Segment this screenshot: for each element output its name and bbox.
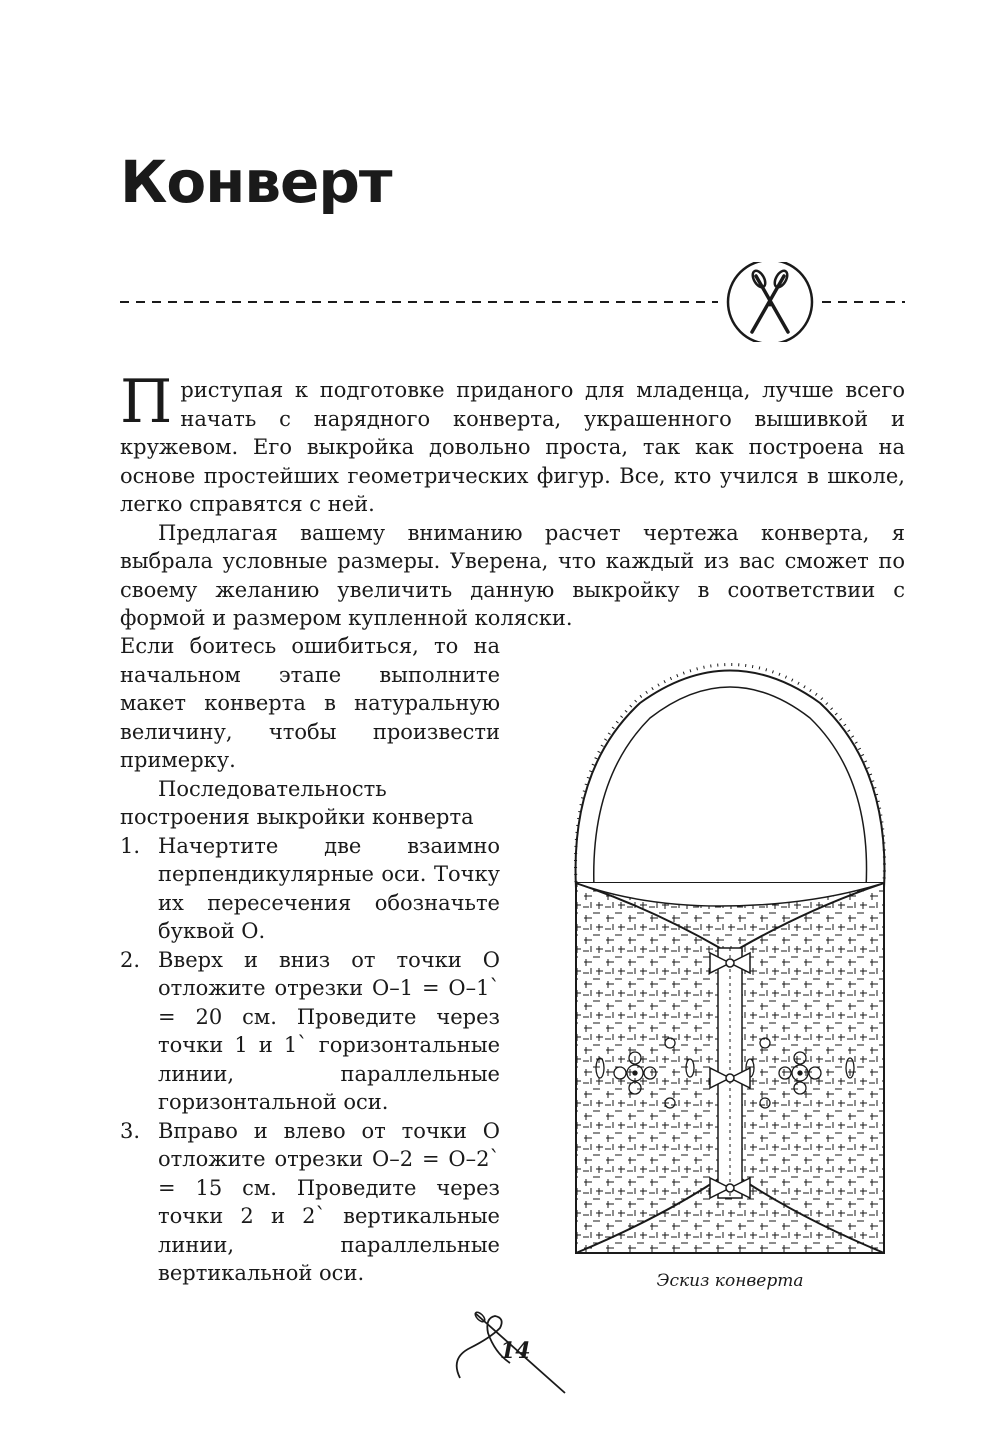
- intro-text: [120, 367, 905, 633]
- step-number: 3.: [120, 1118, 141, 1143]
- step-number: 1.: [120, 833, 141, 858]
- paragraph-1: [120, 367, 905, 519]
- section-divider: [120, 262, 905, 342]
- figure-caption: Эскиз конверта: [656, 1271, 804, 1291]
- envelope-sketch: [560, 648, 900, 1270]
- step-item: [120, 832, 500, 946]
- paragraph-1-text: риступая к подготовке приданого для младенца, лучше всего начать с нарядного конверта, украшенного вышивкой и кружевом. Его выкройка довольно проста, так как построена на основе простейших геометрических фигур. Все, кто учился в школе, легко справятся с ней.: [120, 378, 905, 516]
- step-number: 2.: [120, 947, 141, 972]
- paragraph-4: Последовательность построения выкройки конверта: [120, 776, 474, 829]
- hood-outline: [576, 671, 885, 889]
- paragraph-2: Предлагая вашему вниманию расчет чертежа конверта, я выбрала условные размеры. Уверена, что каждый из вас сможет по своему желанию увеличить данную выкройку в соответствии с формой и размером купленной коляски.: [120, 520, 905, 630]
- steps-list: [120, 832, 500, 1288]
- step-text: Вправо и влево от точки О отложите отрезки О–2 = О–2` = 15 см. Проведите через точки 2 и 2` вертикальные линии, параллельные вертикальной оси.: [158, 1118, 500, 1285]
- step-text: Начертите две взаимно перпендикулярные оси. Точку их пересечения обозначьте буквой О.: [158, 833, 500, 943]
- drop-cap: П: [120, 367, 173, 437]
- step-text: Вверх и вниз от точки О отложите отрезки О–1 = О–1` = 20 см. Проведите через точки 1 и 1` горизонтальные линии, параллельные горизонтальной оси.: [158, 947, 500, 1114]
- paragraph-3: Если боитесь ошибиться, то на начальном этапе выполните макет конверта в натуральную величину, чтобы произвести примерку.: [120, 634, 500, 772]
- step-item: [120, 1117, 500, 1288]
- step-item: [120, 946, 500, 1117]
- scissors-icon: [728, 262, 812, 342]
- left-column: [120, 632, 500, 1288]
- page-number: 14: [500, 1338, 531, 1364]
- page-title: Конверт: [120, 148, 392, 216]
